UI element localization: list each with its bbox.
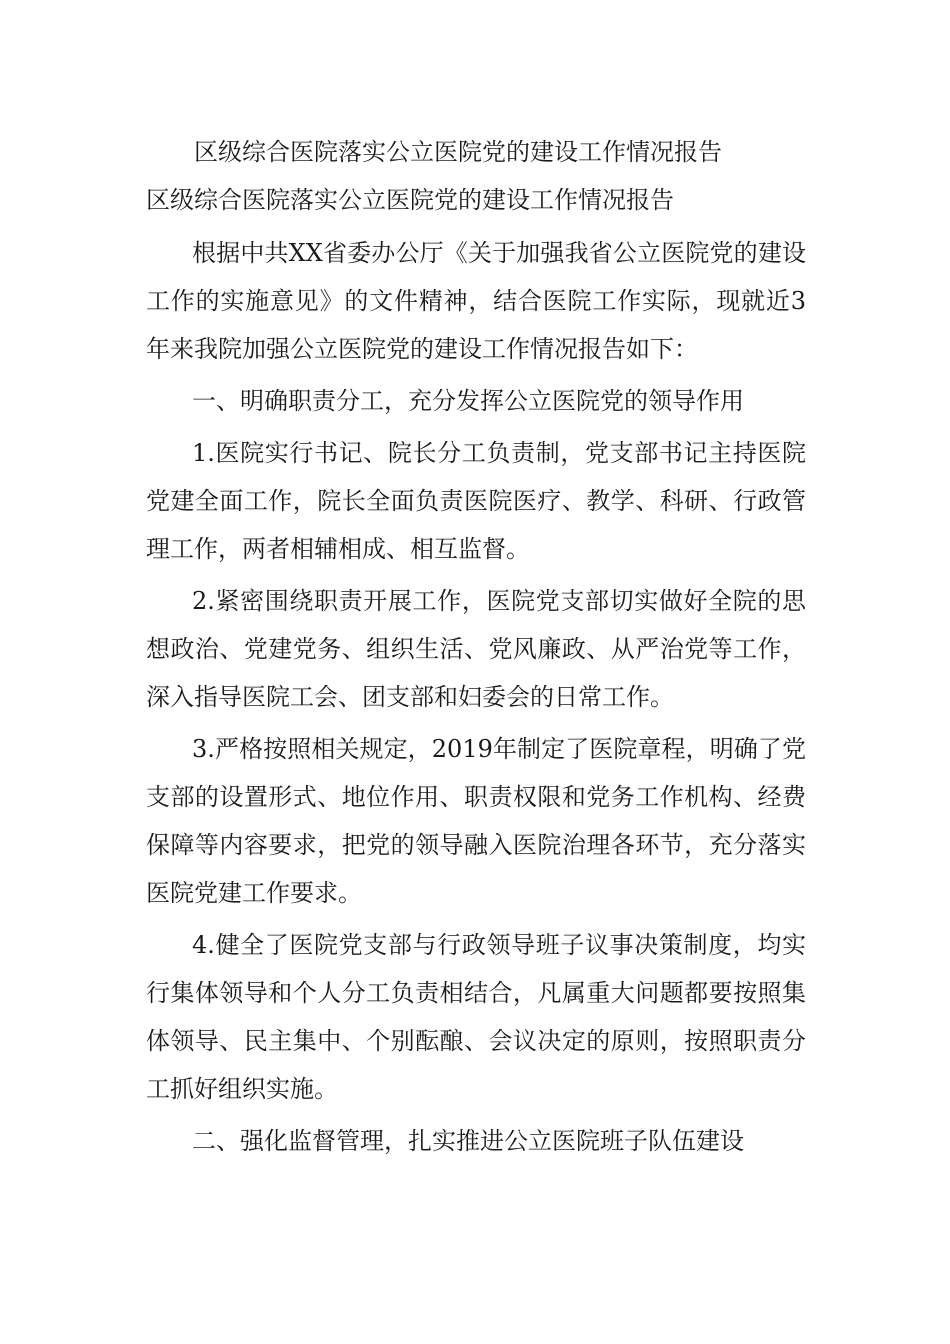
paragraph-intro: 根据中共XX省委办公厅《关于加强我省公立医院党的建设工作的实施意见》的文件精神，结合医院工作实际，现就近3年来我院加强公立医院党的建设工作情况报告如下： xyxy=(146,239,806,363)
paragraph-item-2: 2.紧密围绕职责开展工作，医院党支部切实做好全院的思想政治、党建党务、组织生活、党风廉政、从严治党等工作，深入指导医院工会、团支部和妇委会的日常工作。 xyxy=(146,587,806,711)
paragraph-item-3: 3.严格按照相关规定，2019年制定了医院章程，明确了党支部的设置形式、地位作用、职责权限和党务工作机构、经费保障等内容要求，把党的领导融入医院治理各环节，充分落实医院党建工作要求。 xyxy=(146,735,806,907)
document-body xyxy=(146,229,806,1165)
document-subtitle: 区级综合医院落实公立医院党的建设工作情况报告 xyxy=(146,186,674,214)
section-heading-2: 二、强化监督管理，扎实推进公立医院班子队伍建设 xyxy=(192,1127,744,1155)
section-heading-1: 一、明确职责分工，充分发挥公立医院党的领导作用 xyxy=(192,387,744,415)
paragraph-item-1: 1.医院实行书记、院长分工负责制，党支部书记主持医院党建全面工作，院长全面负责医院医疗、教学、科研、行政管理工作，两者相辅相成、相互监督。 xyxy=(146,439,806,563)
paragraph-item-4: 4.健全了医院党支部与行政领导班子议事决策制度，均实行集体领导和个人分工负责相结合，凡属重大问题都要按照集体领导、民主集中、个别酝酿、会议决定的原则，按照职责分工抓好组织实施。 xyxy=(146,931,806,1103)
document-title: 区级综合医院落实公立医院党的建设工作情况报告 xyxy=(194,138,722,166)
